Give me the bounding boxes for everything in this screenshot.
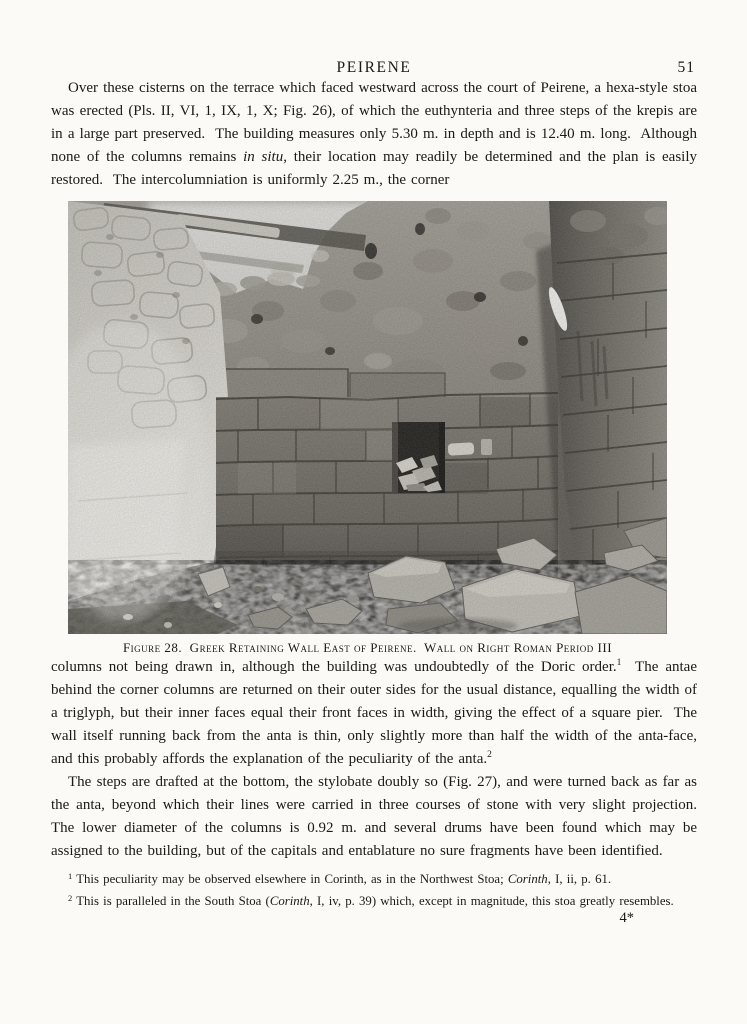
figure-28 — [68, 201, 667, 656]
signature-mark: 4* — [619, 910, 634, 926]
figure-caption: Figure 28. Greek Retaining Wall East of Peirene. Wall on Right Roman Period III — [122, 640, 613, 655]
paragraph-opening: Over these cisterns on the terrace which faced westward across the court of Peirene, a hexa-style stoa was erected (Pls. II, VI, 1, IX, 1, X; Fig. 26), of which the euthynteria and three steps of the krepis are in a large part preserved. The building measures only 5.30 m. in depth and is 12.40 m. long. Although none of the columns remains in situ, their location may readily be determined and the plan is easily restored. The intercolumniation is uniformly 2.25 m., the corner — [51, 80, 702, 188]
figure-photo — [68, 201, 667, 634]
text-column — [51, 0, 707, 927]
footnotes — [51, 869, 697, 912]
paragraph-continuation: columns not being drawn in, although the building was undoubtedly of the Doric order.$^1$ The antae behind the corner columns are returned on their outer sides for the usual distance, equalling the width of a triglyph, but their inner faces equal their front faces in width, giving the effect of a square pier. The wall itself running back from the anta is thin, only slightly more than half the width of the anta-face, and this probably affords the explanation of the peculiarity of the anta.$^2$ — [51, 658, 702, 767]
page-number: 51 — [677, 59, 695, 76]
footnote-1: $^1$ This peculiarity may be observed elsewhere in Corinth, as in the Northwest Stoa; Corinth, I, ii, p. 61. — [68, 871, 612, 886]
retaining-wall-photograph — [68, 201, 667, 634]
paragraph-steps: The steps are drafted at the bottom, the stylobate doubly so (Fig. 27), and were turned back as far as the anta, beyond which their lines were carried in three courses of stone with very slight projection. The lower diameter of the columns is 0.92 m. and several drums have been found which may be assigned to the building, but of the capitals and entablature no sure fragments have been identified. — [51, 774, 707, 859]
running-head-title: PEIRENE — [336, 59, 412, 76]
footnote-2: $^2$ This is paralleled in the South Stoa (Corinth, I, iv, p. 39) which, except in magnitude, this stoa greatly resembles. — [68, 892, 674, 908]
running-head — [51, 59, 697, 77]
